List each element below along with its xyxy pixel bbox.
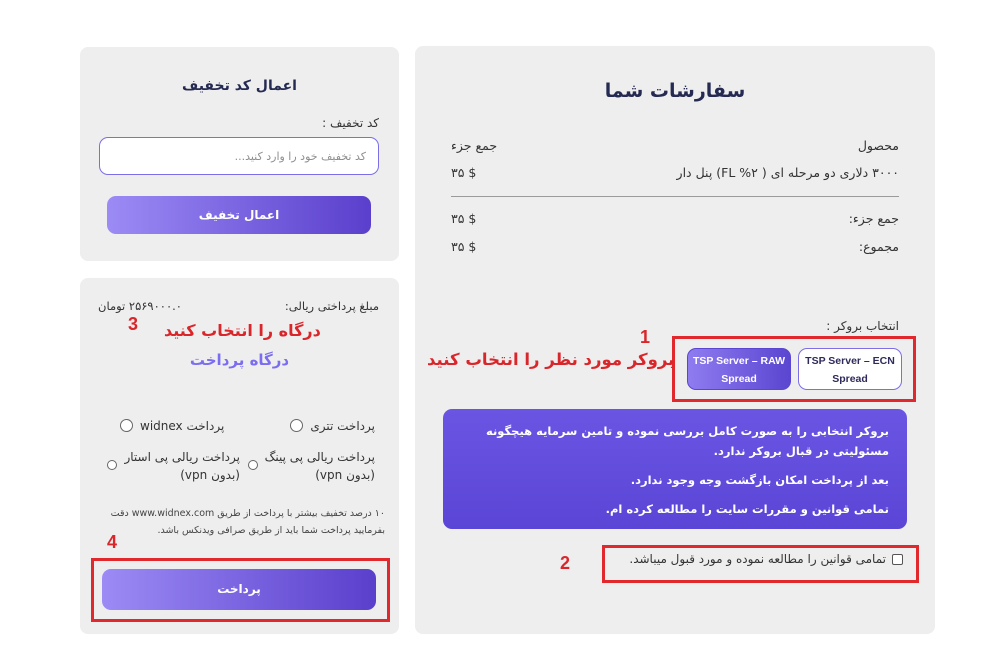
- total-row: [451, 237, 899, 255]
- order-item-name: ۳۰۰۰ دلاری دو مرحله ای ( FL %۲) پنل دار: [676, 164, 899, 180]
- annotation-number-2: 2: [560, 553, 571, 573]
- option-label-line2: (بدون vpn): [180, 468, 240, 482]
- radio-widnex[interactable]: [120, 419, 133, 432]
- total-value: $ ۳۵: [451, 238, 477, 254]
- option-label: [265, 448, 375, 484]
- option-label-line2: (بدون vpn): [315, 468, 375, 482]
- gateway-title: درگاه پرداخت: [189, 351, 290, 369]
- annotation-broker-hint: بروکر مورد نظر را انتخاب کنید: [427, 350, 675, 369]
- payment-option-paystar[interactable]: [100, 448, 240, 484]
- rial-amount-label: مبلغ پرداختی ریالی:: [284, 299, 379, 313]
- discount-card: [80, 47, 399, 261]
- annotation-gateway-hint: درگاه را انتخاب کنید: [164, 321, 321, 340]
- order-item-price: $ ۳۵: [451, 164, 477, 180]
- annotation-number-4: 4: [107, 532, 118, 552]
- total-label: مجموع:: [858, 238, 899, 254]
- discount-title: اعمال کد تخفیف: [182, 78, 297, 94]
- broker-label: انتخاب بروکر :: [826, 319, 899, 333]
- pay-button[interactable]: پرداخت: [102, 569, 376, 610]
- order-item-row: [451, 163, 899, 181]
- rial-amount-value: ۲۵۶۹۰۰۰.۰ تومان: [98, 299, 182, 313]
- discount-code-input[interactable]: [99, 137, 379, 175]
- broker-raw-line2: Spread: [721, 373, 757, 385]
- orders-title: سفارشات شما: [604, 80, 746, 102]
- orders-header-row: [451, 136, 899, 154]
- payment-option-payping[interactable]: [235, 448, 375, 484]
- subtotal-label: جمع جزء:: [848, 210, 899, 226]
- notice-line: تمامی قوانین و مقررات سایت را مطالعه کرده ام.: [605, 502, 889, 516]
- broker-option-ecn[interactable]: [798, 348, 902, 390]
- option-label-line1: پرداخت ریالی پی پینگ: [264, 450, 375, 464]
- broker-option-raw[interactable]: [687, 348, 791, 390]
- broker-ecn-line2: Spread: [832, 373, 868, 385]
- orders-divider: [451, 196, 899, 197]
- annotation-number-3: 3: [128, 314, 139, 334]
- discount-field-label: کد تخفیف :: [322, 116, 379, 130]
- terms-checkbox[interactable]: [892, 554, 903, 565]
- broker-notice-box: [443, 409, 907, 529]
- orders-card: [415, 46, 935, 634]
- notice-line: بعد از پرداخت امکان بازگشت وجه وجود ندارد.: [630, 473, 889, 487]
- option-label-line1: پرداخت ریالی پی استار: [124, 450, 240, 464]
- payment-option-widnex[interactable]: [120, 417, 224, 435]
- radio-tetri[interactable]: [290, 419, 303, 432]
- payment-card: [80, 278, 399, 634]
- payment-note: ۱۰ درصد تخفیف بیشتر با پرداخت از طریق www.widnex.com دقت بفرمایید پرداخت شما باید از طریق صرافی ویدنکس باشد.: [110, 508, 385, 536]
- annotation-number-1: 1: [640, 327, 651, 347]
- terms-label: تمامی قوانین را مطالعه نموده و مورد قبول میباشد.: [629, 552, 886, 566]
- option-label: پرداخت تتری: [310, 419, 375, 433]
- subtotal-row: [451, 209, 899, 227]
- broker-ecn-line1: TSP Server – ECN: [805, 355, 895, 367]
- subtotal-header: جمع جزء: [451, 137, 498, 153]
- broker-raw-line1: TSP Server – RAW: [692, 355, 785, 367]
- product-header: محصول: [857, 137, 899, 153]
- option-label: [124, 448, 240, 484]
- notice-line: بروکر انتخابی را به صورت کامل بررسی نموده و تامین سرمایه هیچگونه مسئولیتی در قبال بروکر ندارد.: [485, 424, 889, 458]
- radio-payping[interactable]: [248, 460, 258, 470]
- apply-discount-button[interactable]: اعمال تخفیف: [107, 196, 371, 234]
- option-label: پرداخت widnex: [140, 419, 225, 433]
- terms-checkbox-row[interactable]: [629, 552, 903, 566]
- subtotal-value: $ ۳۵: [451, 210, 477, 226]
- radio-paystar[interactable]: [107, 460, 117, 470]
- payment-option-tetri[interactable]: [290, 417, 375, 435]
